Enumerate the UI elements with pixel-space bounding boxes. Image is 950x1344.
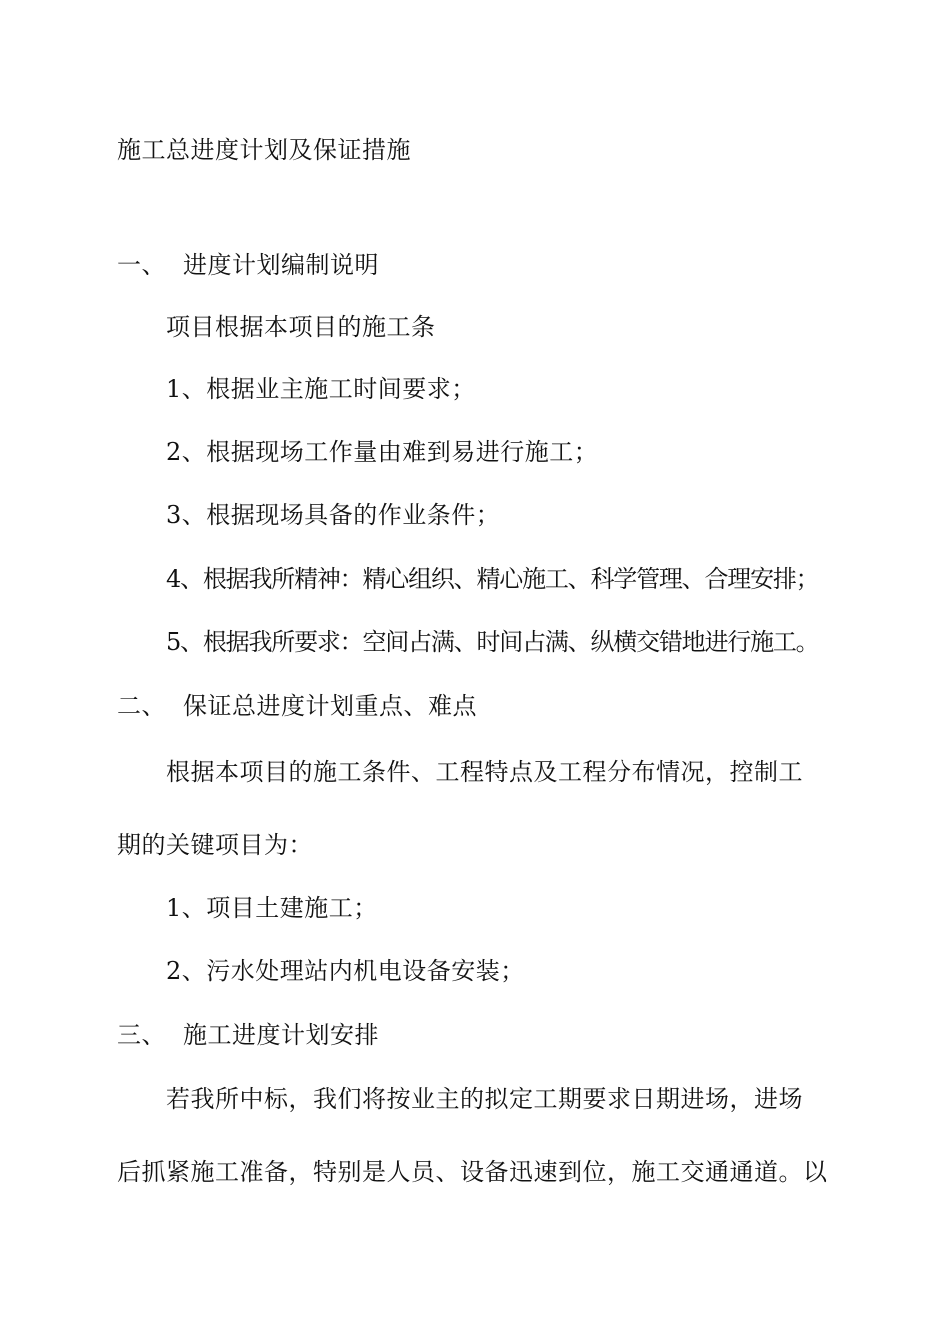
list-item: 4、根据我所精神：精心组织、精心施工、科学管理、合理安排； [166,565,819,593]
paragraph: 若我所中标，我们将按业主的拟定工期要求日期进场，进场 [166,1085,803,1113]
list-item: 2、根据现场工作量由难到易进行施工； [166,438,599,466]
list-item: 2、污水处理站内机电设备安装； [166,957,525,985]
section-title: 保证总进度计划重点、难点 [183,692,477,720]
section-heading [117,1020,379,1050]
paragraph: 根据本项目的施工条件、工程特点及工程分布情况，控制工 [166,758,803,786]
list-item: 1、根据业主施工时间要求； [166,375,476,403]
list-item: 5、根据我所要求：空间占满、时间占满、纵横交错地进行施工。 [166,628,819,656]
list-item: 3、根据现场具备的作业条件； [166,501,501,529]
section-number: 二、 [117,692,166,720]
paragraph-continuation: 期的关键项目为： [117,831,313,859]
section-heading [117,250,379,280]
section-number: 三、 [117,1021,166,1049]
section-title: 进度计划编制说明 [183,251,379,279]
section-heading [117,691,477,721]
section-title: 施工进度计划安排 [183,1021,379,1049]
paragraph-continuation: 后抓紧施工准备，特别是人员、设备迅速到位，施工交通通道。以 [117,1158,828,1186]
list-item: 1、项目土建施工； [166,894,378,922]
section-number: 一、 [117,251,166,279]
document-title: 施工总进度计划及保证措施 [117,136,411,164]
paragraph: 项目根据本项目的施工条 [166,313,436,341]
